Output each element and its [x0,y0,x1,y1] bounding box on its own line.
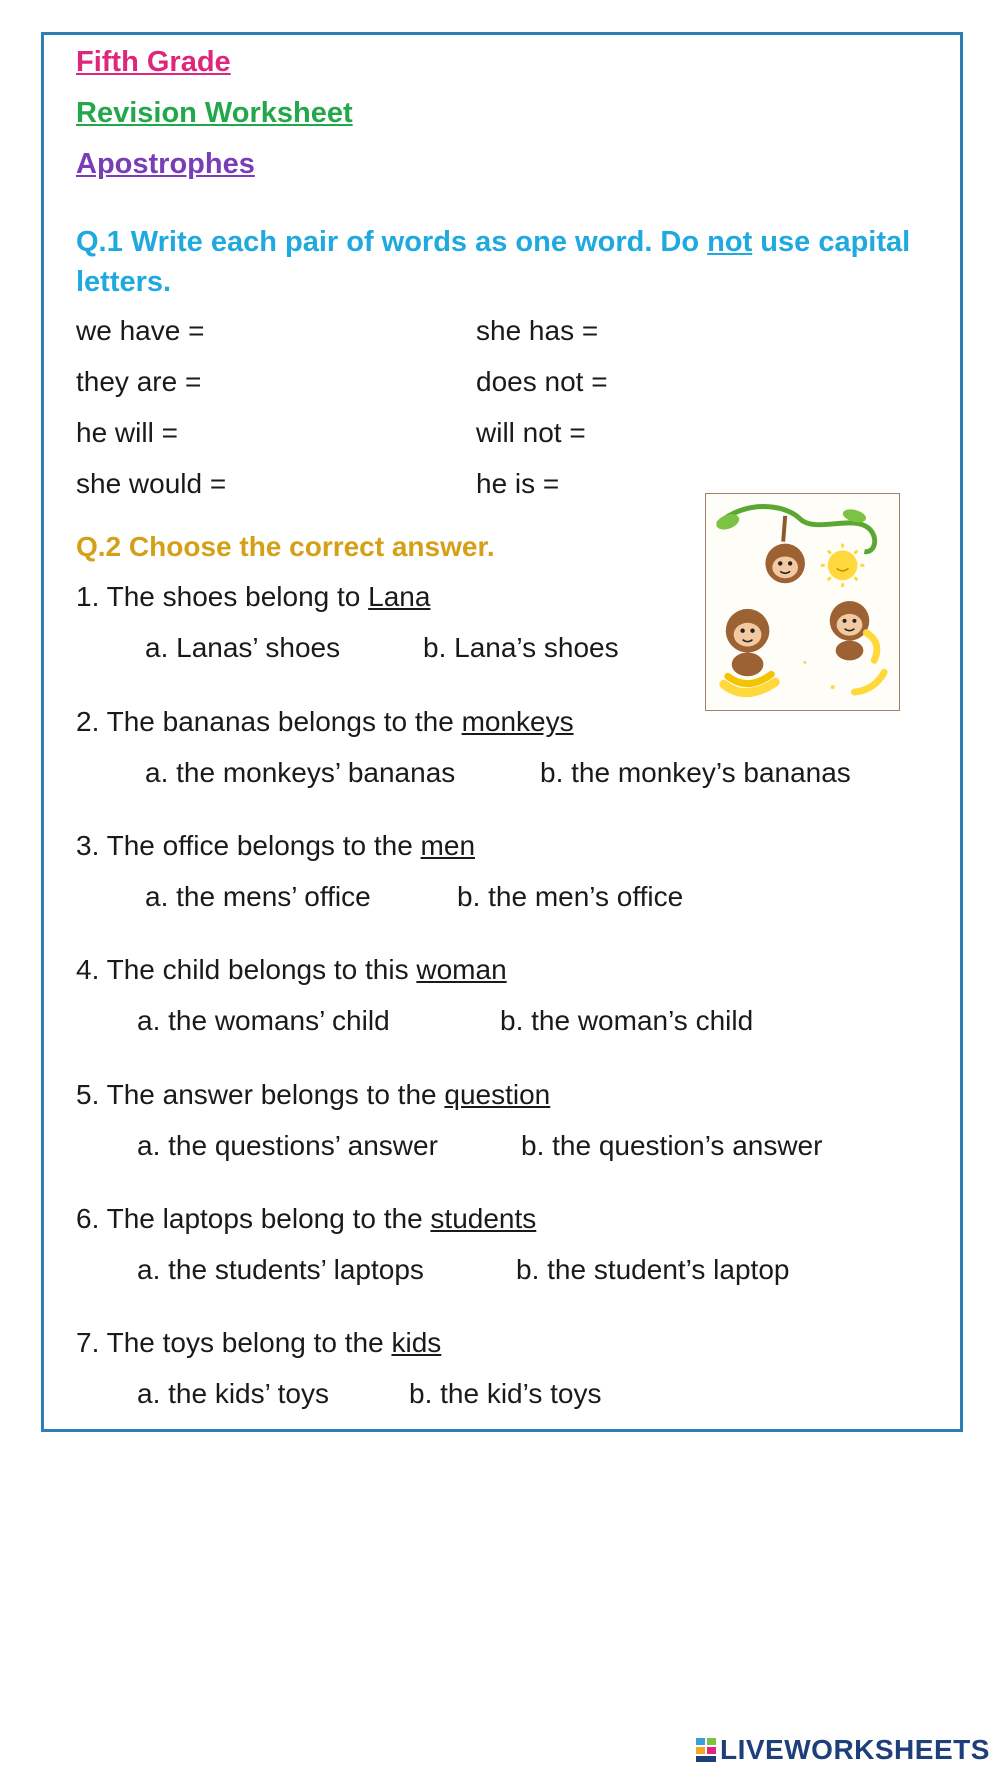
question-1-stem: 1. The shoes belong to [76,581,369,612]
q1-instruction-suffix: use capital letters. [76,226,911,298]
question-6-key: students [430,1203,537,1234]
pair-right-2: does not = [476,366,608,397]
question-5 [76,1079,550,1111]
grade-title: Fifth Grade [76,46,231,78]
question-5-key: question [444,1079,551,1110]
pair-left-4: she would = [76,468,227,499]
pair-right-1: she has = [476,315,599,346]
q2-instruction: Q.2 Choose the correct answer. [76,531,495,562]
question-3-stem: 3. The office belongs to the [76,830,421,861]
question-4-option-a[interactable]: a. the womans’ child [137,1005,390,1036]
question-1 [76,581,430,613]
question-7-key: kids [391,1327,442,1358]
question-3-option-a[interactable]: a. the mens’ office [145,881,371,912]
question-1-option-b[interactable]: b. Lana’s shoes [423,632,619,663]
question-4-option-b[interactable]: b. the woman’s child [500,1005,754,1036]
question-2-key: monkeys [461,706,574,737]
question-2-option-a[interactable]: a. the monkeys’ bananas [145,757,456,788]
question-6 [76,1203,536,1235]
monkeys-bananas-illustration [705,493,900,711]
question-7 [76,1327,441,1359]
pair-left-2: they are = [76,366,202,397]
question-6-option-a[interactable]: a. the students’ laptops [137,1254,424,1285]
question-5-option-a[interactable]: a. the questions’ answer [137,1130,438,1161]
question-3 [76,830,475,862]
question-3-option-b[interactable]: b. the men’s office [457,881,684,912]
question-7-option-a[interactable]: a. the kids’ toys [137,1378,329,1409]
pair-right-3: will not = [476,417,586,448]
question-4 [76,954,507,986]
liveworksheets-logo-icon [696,1738,716,1762]
question-6-option-b[interactable]: b. the student’s laptop [516,1254,790,1285]
pair-left-3: he will = [76,417,178,448]
topic-title: Apostrophes [76,148,255,180]
question-5-stem: 5. The answer belongs to the [76,1079,445,1110]
worksheet-subtitle: Revision Worksheet [76,97,353,129]
question-1-key: Lana [368,581,431,612]
question-6-stem: 6. The laptops belong to the [76,1203,431,1234]
question-5-option-b[interactable]: b. the question’s answer [521,1130,823,1161]
pair-right-4: he is = [476,468,560,499]
question-2-option-b[interactable]: b. the monkey’s bananas [540,757,851,788]
q1-instruction [76,222,936,302]
question-1-option-a[interactable]: a. Lanas’ shoes [145,632,341,663]
question-4-stem: 4. The child belongs to this [76,954,417,985]
question-2 [76,706,574,738]
question-2-stem: 2. The bananas belongs to the [76,706,462,737]
brand-name: LIVEWORKSHEETS [720,1734,990,1765]
question-7-stem: 7. The toys belong to the [76,1327,392,1358]
question-3-key: men [420,830,476,861]
question-7-option-b[interactable]: b. the kid’s toys [409,1378,602,1409]
question-4-key: woman [416,954,507,985]
q1-instruction-emphasis: not [707,226,753,258]
q1-instruction-prefix: Q.1 Write each pair of words as one word. Do [76,226,708,258]
liveworksheets-brand[interactable] [696,1735,990,1765]
pair-left-1: we have = [76,315,205,346]
